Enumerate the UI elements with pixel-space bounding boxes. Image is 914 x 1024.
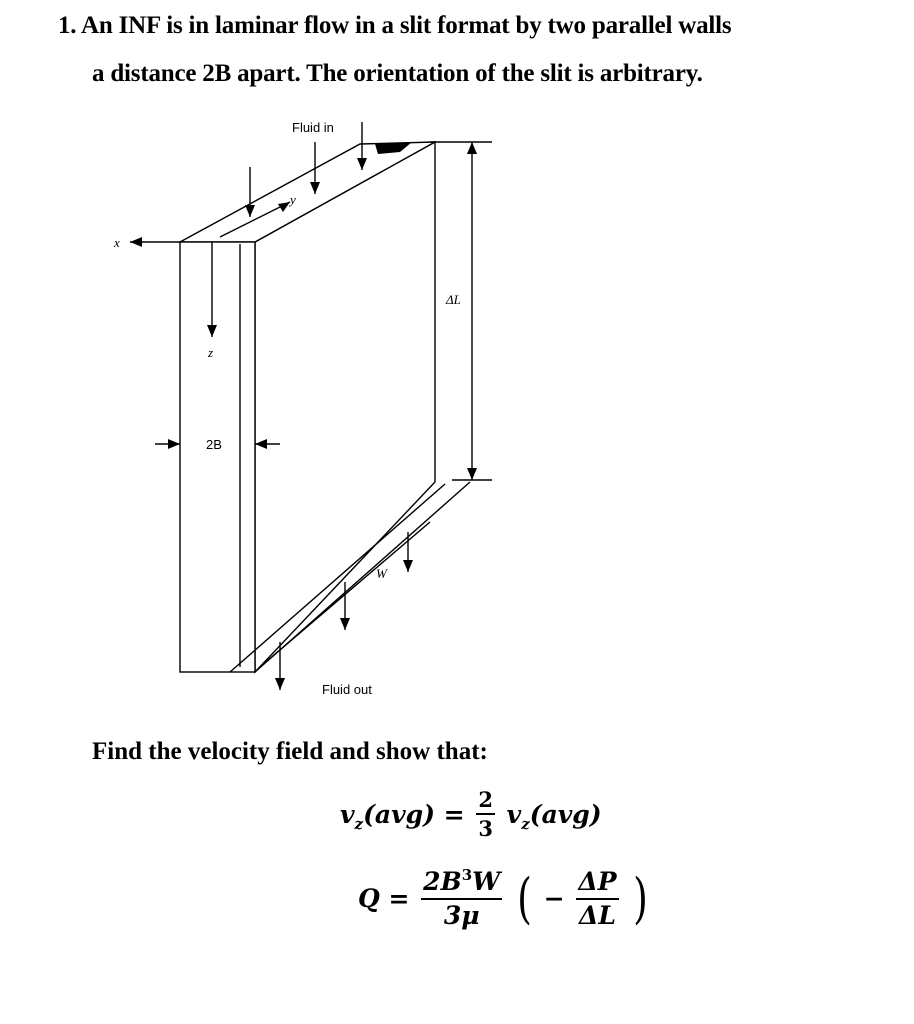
eq1-fraction	[476, 788, 495, 840]
eq1-frac-den: 3	[478, 816, 493, 842]
eq2-num-sup: 3	[461, 866, 473, 884]
gap-label: 2B	[206, 437, 222, 452]
equation-avg-velocity	[340, 788, 602, 858]
width-label: W	[376, 566, 387, 581]
length-label: ΔL	[446, 292, 461, 307]
eq2-inner-num: ΔP	[576, 868, 618, 900]
eq2-den: 3μ	[443, 900, 480, 930]
eq1-lhs-arg: (avg)	[363, 799, 435, 829]
eq2-equals: =	[388, 884, 410, 913]
eq2-left-paren: (	[517, 866, 532, 930]
z-axis-label: z	[208, 345, 214, 360]
eq1-rhs-sub: z	[521, 814, 530, 833]
eq2-inner-fraction	[576, 868, 618, 929]
x-axis-label: x	[114, 235, 120, 250]
eq2-lhs: Q	[358, 884, 380, 913]
eq2-inner-den: ΔL	[579, 900, 616, 930]
task-prompt: Find the velocity field and show that:	[92, 738, 488, 765]
eq1-rhs-v: v	[506, 799, 522, 829]
eq1-equals: =	[443, 799, 465, 829]
eq2-right-paren: )	[633, 866, 649, 930]
eq2-main-fraction	[421, 868, 502, 929]
equation-flow-rate	[358, 868, 651, 948]
eq2-num-a: 2B	[423, 867, 462, 896]
eq1-frac-num: 2	[476, 788, 495, 815]
y-axis-label: y	[290, 192, 296, 207]
problem-line-2: a distance 2B apart. The orientation of the slit is arbitrary.	[92, 60, 703, 87]
eq2-num-b: W	[472, 867, 501, 896]
eq1-lhs-v: v	[340, 799, 355, 829]
eq2-minus: −	[543, 884, 565, 913]
fluid-out-label: Fluid out	[322, 682, 372, 697]
front-wall	[180, 242, 255, 672]
slit-flow-figure	[100, 112, 500, 712]
eq1-rhs-arg: (avg)	[529, 799, 602, 829]
problem-line-1: 1. An INF is in laminar flow in a slit format by two parallel walls	[58, 12, 732, 39]
eq1-lhs-sub: z	[354, 814, 364, 833]
fluid-in-label: Fluid in	[292, 120, 334, 135]
